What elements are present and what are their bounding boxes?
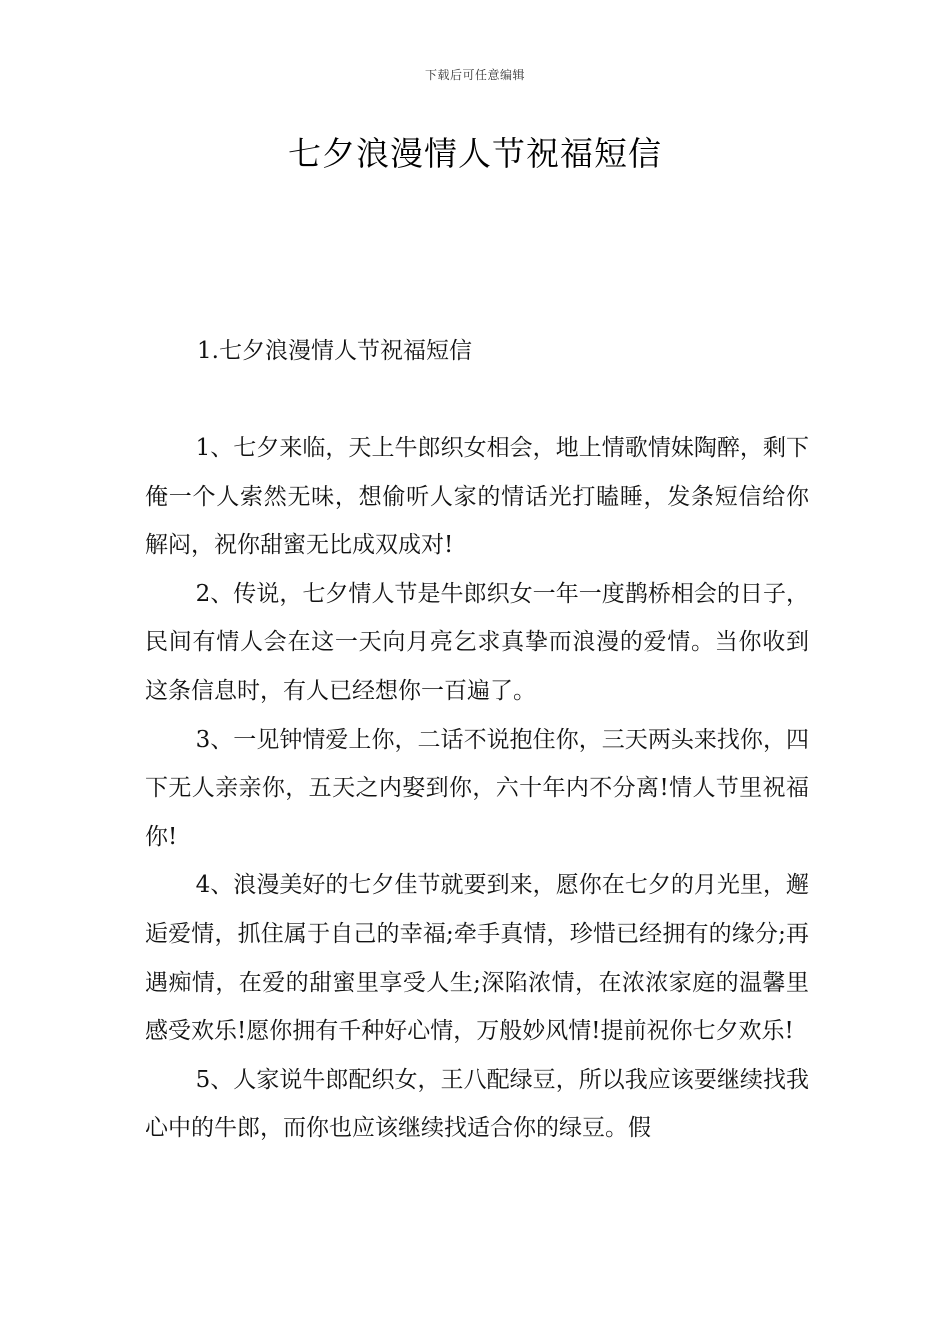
paragraph-1: 1、七夕来临，天上牛郎织女相会，地上情歌情妹陶醉，剩下俺一个人索然无味，想偷听人家的情话光打瞌睡，发条短信给你解闷，祝你甜蜜无比成双成对! — [145, 435, 809, 559]
document-body — [145, 424, 809, 1153]
paragraph-4: 4、浪漫美好的七夕佳节就要到来，愿你在七夕的月光里，邂逅爱情，抓住属于自己的幸福;牵手真情，珍惜已经拥有的缘分;再遇痴情，在爱的甜蜜里享受人生;深陷浓情，在浓浓家庭的温馨里感受欢乐!愿你拥有千种好心情，万般妙风情!提前祝你七夕欢乐! — [145, 872, 809, 1045]
paragraph-3: 3、一见钟情爱上你，二话不说抱住你，三天两头来找你，四下无人亲亲你，五天之内娶到你，六十年内不分离!情人节里祝福你! — [145, 726, 809, 850]
document-title: 七夕浪漫情人节祝福短信 — [288, 134, 662, 173]
paragraph-2: 2、传说，七夕情人节是牛郎织女一年一度鹊桥相会的日子，民间有情人会在这一天向月亮乞求真挚而浪漫的爱情。当你收到这条信息时，有人已经想你一百遍了。 — [145, 580, 809, 704]
paragraph-5: 5、人家说牛郎配织女，王八配绿豆，所以我应该要继续找我心中的牛郎，而你也应该继续找适合你的绿豆。假 — [145, 1066, 809, 1142]
section-heading: 1.七夕浪漫情人节祝福短信 — [197, 338, 472, 364]
header-note: 下载后可任意编辑 — [424, 68, 525, 82]
